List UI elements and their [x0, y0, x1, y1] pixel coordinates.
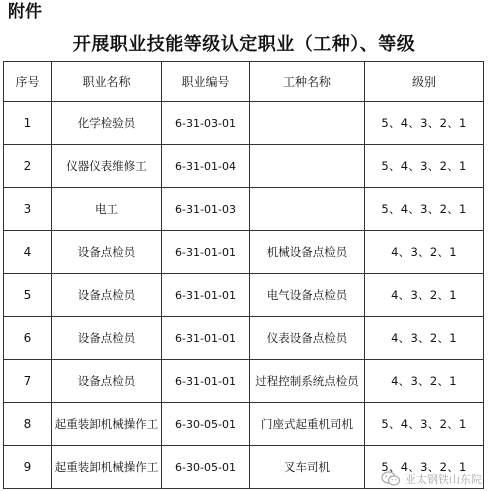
occupation-grade-table [3, 61, 484, 489]
cell-job-type [250, 188, 365, 231]
cell-job-type: 仪表设备点检员 [250, 317, 365, 360]
cell-seq: 9 [4, 446, 52, 489]
cell-level: 4、3、2、1 [365, 360, 484, 403]
table-row [4, 317, 484, 360]
cell-level: 4、3、2、1 [365, 274, 484, 317]
cell-seq: 7 [4, 360, 52, 403]
cell-job-type [250, 145, 365, 188]
cell-level: 5、4、3、2、1 [365, 446, 484, 489]
table-row [4, 145, 484, 188]
document-title: 开展职业技能等级认定职业（工种）、等级 [72, 34, 416, 55]
cell-occupation: 仪器仪表维修工 [52, 145, 162, 188]
table-row [4, 102, 484, 145]
cell-level: 5、4、3、2、1 [365, 188, 484, 231]
cell-job-type: 过程控制系统点检员 [250, 360, 365, 403]
cell-code: 6-30-05-01 [162, 403, 250, 446]
cell-seq: 3 [4, 188, 52, 231]
cell-code: 6-31-01-03 [162, 188, 250, 231]
table-header-row [4, 62, 484, 102]
table-row [4, 274, 484, 317]
attachment-label: 附件 [8, 2, 42, 22]
cell-job-type: 门座式起重机司机 [250, 403, 365, 446]
cell-level: 4、3、2、1 [365, 231, 484, 274]
table-row [4, 188, 484, 231]
header-occupation-code: 职业编号 [162, 62, 250, 102]
cell-job-type: 电气设备点检员 [250, 274, 365, 317]
cell-seq: 1 [4, 102, 52, 145]
cell-code: 6-31-01-01 [162, 360, 250, 403]
cell-code: 6-30-05-01 [162, 446, 250, 489]
cell-job-type: 机械设备点检员 [250, 231, 365, 274]
cell-level: 5、4、3、2、1 [365, 403, 484, 446]
cell-seq: 6 [4, 317, 52, 360]
table-row [4, 231, 484, 274]
table-row [4, 360, 484, 403]
cell-occupation: 化学检验员 [52, 102, 162, 145]
cell-occupation: 电工 [52, 188, 162, 231]
cell-occupation: 起重装卸机械操作工 [52, 446, 162, 489]
header-occupation-name: 职业名称 [52, 62, 162, 102]
cell-level: 5、4、3、2、1 [365, 102, 484, 145]
cell-code: 6-31-01-01 [162, 274, 250, 317]
cell-code: 6-31-01-01 [162, 317, 250, 360]
cell-code: 6-31-01-04 [162, 145, 250, 188]
cell-occupation: 设备点检员 [52, 274, 162, 317]
cell-occupation: 起重装卸机械操作工 [52, 403, 162, 446]
cell-occupation: 设备点检员 [52, 317, 162, 360]
wechat-icon [381, 471, 401, 487]
header-job-type: 工种名称 [250, 62, 365, 102]
header-level: 级别 [365, 62, 484, 102]
cell-level: 4、3、2、1 [365, 317, 484, 360]
cell-code: 6-31-01-01 [162, 231, 250, 274]
watermark [381, 471, 482, 487]
cell-seq: 2 [4, 145, 52, 188]
watermark-text: 亚太钢铁山东院 [405, 473, 482, 486]
cell-occupation: 设备点检员 [52, 360, 162, 403]
table-row [4, 403, 484, 446]
cell-occupation: 设备点检员 [52, 231, 162, 274]
header-seq: 序号 [4, 62, 52, 102]
cell-job-type [250, 102, 365, 145]
cell-seq: 4 [4, 231, 52, 274]
cell-level: 5、4、3、2、1 [365, 145, 484, 188]
cell-code: 6-31-03-01 [162, 102, 250, 145]
cell-seq: 8 [4, 403, 52, 446]
cell-job-type: 叉车司机 [250, 446, 365, 489]
cell-seq: 5 [4, 274, 52, 317]
